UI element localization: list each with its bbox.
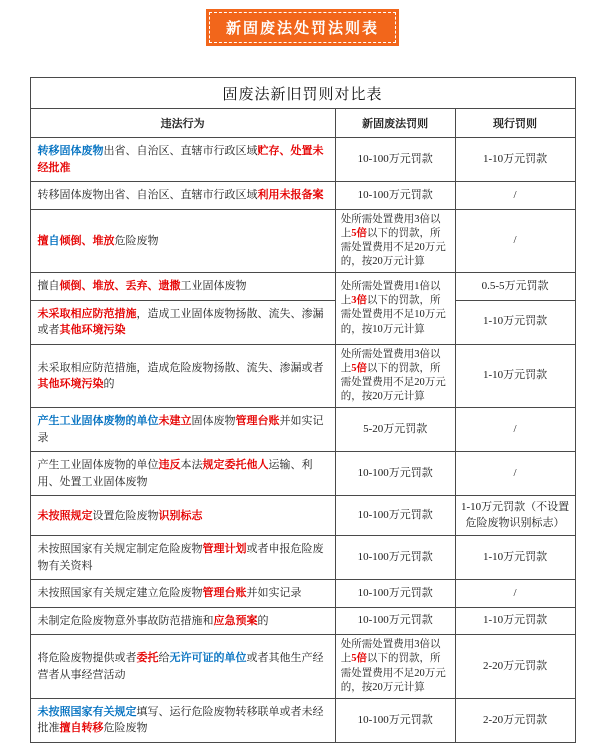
current-penalty-cell [455, 607, 575, 635]
text-segment: 或者申报危险废物有关资料 [37, 543, 324, 572]
banner-wrap [0, 0, 605, 46]
page-title: 新固废法处罚法则表 [209, 12, 396, 43]
text-segment: 并如实记录 [37, 415, 324, 444]
current-penalty-cell [455, 138, 575, 182]
text-segment: 处所需处置费用1倍以上 [340, 281, 441, 307]
text-segment: 未按照国家有关规定建立危险废物 [37, 587, 203, 600]
text-segment: 违反 [158, 459, 181, 472]
text-segment: 1-10万元罚款 [482, 152, 548, 165]
text-segment: 管理台账 [235, 415, 280, 428]
table-row [30, 138, 575, 182]
text-segment: 管理台账 [202, 587, 247, 600]
text-segment: / [513, 234, 517, 247]
table-row [30, 607, 575, 635]
table-row [30, 635, 575, 699]
text-segment: 的 [257, 614, 269, 627]
text-segment: 处所需处置费用3倍以上 [340, 639, 441, 665]
text-segment: 2-20万元罚款 [482, 659, 548, 672]
behavior-cell [30, 408, 335, 452]
text-segment: / [513, 423, 517, 436]
table-row [30, 344, 575, 408]
text-segment: 5倍 [351, 362, 367, 374]
text-segment: 以下的罚款，所需处置费用不足20万元的，按20万元计算 [340, 227, 446, 268]
table-title: 固废法新旧罚则对比表 [30, 78, 575, 109]
text-segment: / [513, 586, 517, 599]
text-segment: / [513, 467, 517, 480]
current-penalty-cell [455, 698, 575, 742]
text-segment: 5-20万元罚款 [363, 423, 428, 436]
table-row [30, 273, 575, 301]
text-segment: 10-100万元罚款 [357, 550, 433, 563]
text-segment: / [513, 188, 517, 201]
new-penalty-cell [335, 496, 455, 536]
table-title-row [30, 78, 575, 109]
text-segment: 以下的罚款，所需处置费用不足20万元的，按20万元计算 [340, 653, 446, 693]
new-penalty-cell [335, 273, 455, 345]
text-segment: 规定委托他人 [202, 459, 269, 472]
text-segment: ，造成工业固体废物扬散、流失、渗漏或者 [37, 307, 324, 337]
new-penalty-cell [335, 344, 455, 408]
text-segment: 1-10万元罚款（不设置危险废物识别标志） [460, 501, 570, 529]
text-segment: 1-10万元罚款 [482, 614, 548, 627]
text-segment: 或者其他生产经营者从事经营活动 [37, 652, 324, 681]
text-segment: 未按照国家有关规定 [37, 705, 137, 718]
behavior-cell [30, 344, 335, 408]
new-penalty-cell [335, 607, 455, 635]
new-penalty-cell [335, 580, 455, 608]
text-segment: 倾倒、堆放 [59, 234, 115, 247]
text-segment: 其他环境污染 [37, 378, 104, 391]
text-segment: 未按照规定 [37, 509, 93, 522]
text-segment: 10-100万元罚款 [357, 152, 433, 165]
new-penalty-cell [335, 536, 455, 580]
behavior-cell [30, 273, 335, 301]
new-penalty-cell [335, 635, 455, 699]
new-penalty-cell [335, 452, 455, 496]
text-segment: 3倍 [351, 295, 367, 307]
text-segment: 危险废物 [103, 722, 148, 735]
text-segment: 1-10万元罚款 [482, 550, 548, 563]
text-segment: 转移固体废物 [37, 145, 104, 157]
text-segment: 未建立 [158, 415, 192, 428]
table-row [30, 452, 575, 496]
text-segment: 管理计划 [202, 543, 247, 556]
text-segment: 危险废物 [114, 234, 159, 247]
text-segment: 转移固体废物出省、自治区、直辖市行政区域 [37, 189, 258, 201]
behavior-cell [30, 496, 335, 536]
table-row [30, 536, 575, 580]
current-penalty-cell [455, 635, 575, 699]
text-segment: 利用未报备案 [257, 189, 324, 201]
table-header-row [30, 109, 575, 138]
text-segment: 5倍 [351, 227, 367, 239]
text-segment: 未按照国家有关规定制定危险废物 [37, 543, 203, 556]
text-segment: 10-100万元罚款 [357, 713, 433, 726]
text-segment: 倾倒、堆放、丢弃、遗撒 [59, 280, 181, 293]
table-row [30, 182, 575, 210]
text-segment: 擅自转移 [59, 722, 104, 735]
text-segment: 10-100万元罚款 [357, 188, 433, 201]
behavior-cell [30, 580, 335, 608]
behavior-cell [30, 452, 335, 496]
title-banner [206, 9, 399, 46]
text-segment: 自 [48, 234, 60, 247]
table-row [30, 496, 575, 536]
new-penalty-cell [335, 408, 455, 452]
table-row [30, 408, 575, 452]
text-segment: 固体废物 [191, 415, 236, 428]
text-segment: 10-100万元罚款 [357, 509, 433, 522]
text-segment: 的 [103, 378, 115, 391]
text-segment: 10-100万元罚款 [357, 467, 433, 480]
behavior-cell [30, 607, 335, 635]
text-segment: 1-10万元罚款 [482, 369, 548, 382]
behavior-cell [30, 635, 335, 699]
current-penalty-cell [455, 182, 575, 210]
behavior-cell [30, 138, 335, 182]
current-penalty-cell [455, 452, 575, 496]
text-segment: 擅 [37, 234, 49, 247]
text-segment: 工业固体废物 [180, 280, 247, 293]
text-segment: 其他环境污染 [59, 324, 126, 337]
column-header-new-penalty: 新固废法罚则 [335, 109, 455, 138]
text-segment: 设置危险废物 [92, 509, 159, 522]
current-penalty-cell [455, 273, 575, 301]
current-penalty-cell [455, 209, 575, 273]
text-segment: 无许可证的单位 [169, 652, 247, 664]
text-segment: 将危险废物提供或者 [37, 652, 137, 664]
text-segment: 贮存、处置未经批准 [37, 145, 324, 174]
comparison-table-body [30, 138, 575, 743]
text-segment: 0.5-5万元罚款 [481, 279, 549, 292]
behavior-cell [30, 698, 335, 742]
new-penalty-cell [335, 138, 455, 182]
behavior-cell [30, 209, 335, 273]
text-segment: 擅自 [37, 280, 60, 293]
text-segment: 识别标志 [158, 509, 203, 522]
text-segment: 运输、利用、处置工业固体废物 [37, 459, 313, 488]
new-penalty-cell [335, 209, 455, 273]
text-segment: 产生工业固体废物的单位 [37, 459, 159, 472]
text-segment: 未采取相应防范措施 [37, 307, 137, 320]
text-segment: 未采取相应防范措施，造成危险废物扬散、流失、渗漏或者 [37, 361, 324, 374]
column-header-behavior: 违法行为 [30, 109, 335, 138]
text-segment: 10-100万元罚款 [357, 586, 433, 599]
text-segment: 并如实记录 [246, 587, 302, 600]
text-segment: 产生工业固体废物的单位 [37, 415, 159, 428]
text-segment: 应急预案 [213, 614, 258, 627]
text-segment: 填写、运行危险废物转移联单或者未经批准 [37, 705, 324, 735]
current-penalty-cell [455, 496, 575, 536]
text-segment: 2-20万元罚款 [482, 713, 548, 726]
text-segment: 未制定危险废物意外事故防范措施和 [37, 614, 214, 627]
text-segment: 本法 [180, 459, 203, 472]
text-segment: 出省、自治区、直辖市行政区域 [103, 145, 258, 157]
new-penalty-cell [335, 182, 455, 210]
current-penalty-cell [455, 300, 575, 344]
new-penalty-cell [335, 698, 455, 742]
table-row [30, 580, 575, 608]
text-segment: 10-100万元罚款 [357, 614, 433, 627]
text-segment: 处所需处置费用3倍以上 [340, 348, 441, 374]
text-segment: 以下的罚款，所需处置费用不足20万元的，按20万元计算 [340, 362, 446, 403]
current-penalty-cell [455, 536, 575, 580]
current-penalty-cell [455, 580, 575, 608]
text-segment: 给 [158, 652, 170, 664]
behavior-cell [30, 300, 335, 344]
text-segment: 处所需处置费用3倍以上 [340, 213, 441, 239]
behavior-cell [30, 182, 335, 210]
table-row [30, 698, 575, 742]
text-segment: 1-10万元罚款 [482, 315, 548, 328]
comparison-table [30, 77, 576, 743]
table-row [30, 300, 575, 344]
behavior-cell [30, 536, 335, 580]
current-penalty-cell [455, 408, 575, 452]
current-penalty-cell [455, 344, 575, 408]
text-segment: 委托 [136, 652, 159, 664]
table-row [30, 209, 575, 273]
text-segment: 以下的罚款，所需处置费用不足10万元的，按10万元计算 [340, 295, 446, 335]
text-segment: 5倍 [351, 653, 367, 665]
column-header-current-penalty: 现行罚则 [455, 109, 575, 138]
